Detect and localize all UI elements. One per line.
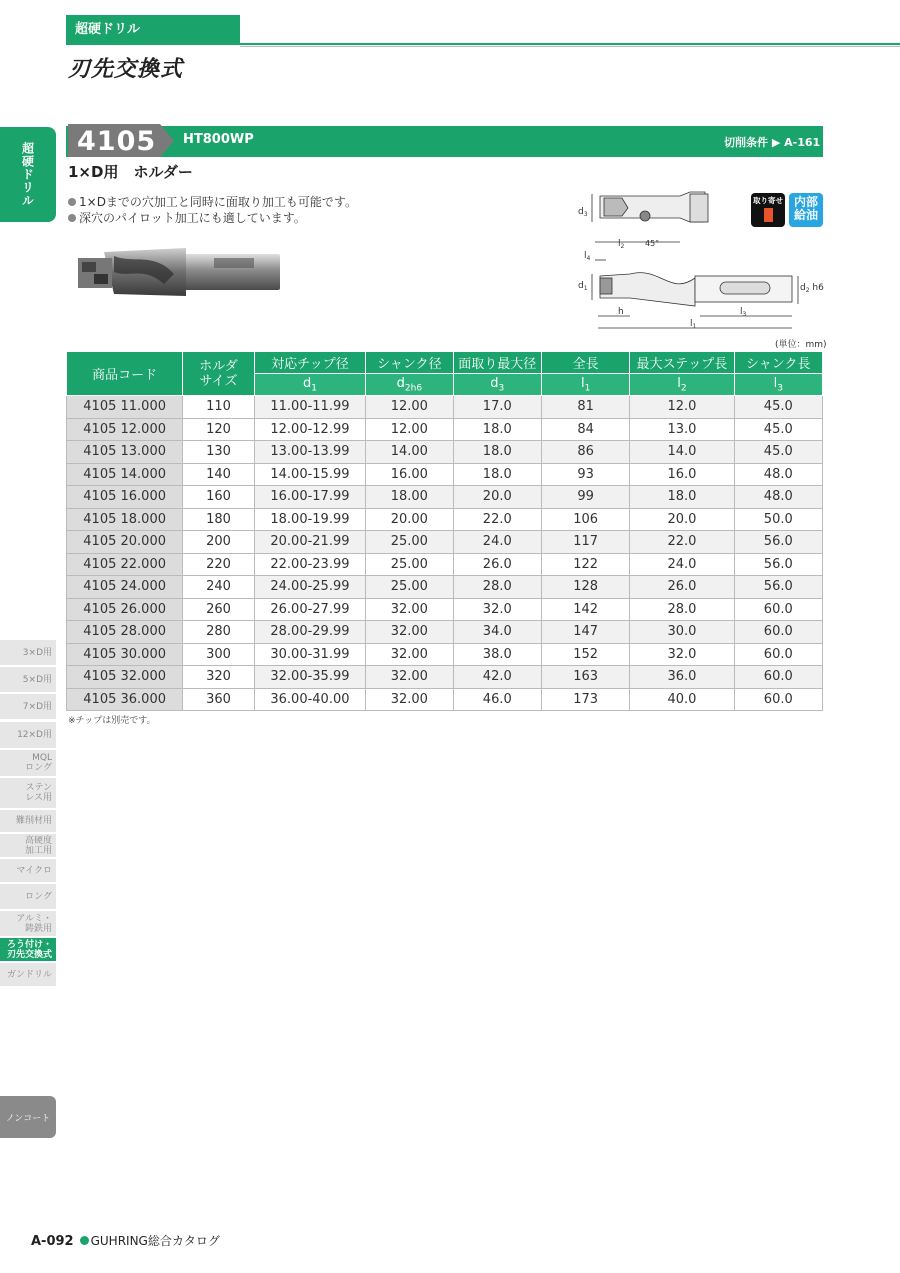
- table-cell: 99: [541, 486, 629, 509]
- cutting-conditions-link[interactable]: 切削条件 ▶ A-161: [724, 136, 821, 149]
- catalog-name: GUHRING総合カタログ: [90, 1234, 220, 1248]
- table-cell: 18.0: [453, 441, 541, 464]
- table-cell: 32.00: [366, 643, 453, 666]
- table-cell: 26.00-27.99: [254, 598, 365, 621]
- nav-item-label: 12×D用: [17, 730, 52, 740]
- col-header-shank-len: シャンク長: [734, 352, 822, 374]
- nav-item[interactable]: [0, 750, 56, 777]
- product-model: HT800WP: [183, 132, 254, 147]
- nav-item[interactable]: [0, 640, 56, 666]
- table-row: [67, 643, 823, 666]
- product-code-arrow: [160, 124, 174, 157]
- table-cell: 42.0: [453, 666, 541, 689]
- spec-table: [66, 351, 823, 711]
- table-cell: 20.00: [366, 508, 453, 531]
- table-row: [67, 463, 823, 486]
- product-code-cell: 4105 28.000: [67, 621, 183, 644]
- table-cell: 86: [541, 441, 629, 464]
- table-cell: 18.0: [630, 486, 734, 509]
- table-cell: 60.0: [734, 688, 822, 711]
- feature-item: [68, 193, 357, 210]
- table-cell: 24.0: [630, 553, 734, 576]
- dim-l2: $l_2$: [618, 239, 625, 250]
- table-cell: 56.0: [734, 531, 822, 554]
- page-title: 刃先交換式: [68, 57, 184, 82]
- table-cell: 36.00-40.00: [254, 688, 365, 711]
- table-cell: 60.0: [734, 666, 822, 689]
- dim-d2h6: $d_2$ h6: [800, 283, 824, 294]
- table-row: [67, 531, 823, 554]
- product-code-cell: 4105 30.000: [67, 643, 183, 666]
- nav-item-label: 高硬度 加工用: [24, 835, 52, 856]
- feature-text: 1×Dまでの穴加工と同時に面取り加工も可能です。: [79, 195, 357, 209]
- table-cell: 22.00-23.99: [254, 553, 365, 576]
- table-cell: 24.0: [453, 531, 541, 554]
- table-cell: 12.00-12.99: [254, 418, 365, 441]
- table-cell: 360: [183, 688, 255, 711]
- nav-item-label: ろう付け・ 刃先交換式: [6, 939, 52, 960]
- col-header-holder-size: [183, 352, 255, 396]
- table-cell: 60.0: [734, 643, 822, 666]
- nav-item[interactable]: [0, 722, 56, 749]
- table-cell: 26.0: [630, 576, 734, 599]
- page-number: A-092: [31, 1234, 74, 1249]
- nav-item-label: 難削材用: [15, 816, 52, 826]
- table-cell: 142: [541, 598, 629, 621]
- dim-d1: $d_1$: [578, 281, 588, 292]
- table-cell: 45.0: [734, 396, 822, 419]
- nav-item-label: 3×D用: [22, 647, 52, 658]
- dim-l1: $l_1$: [690, 319, 697, 330]
- table-cell: 122: [541, 553, 629, 576]
- product-code-cell: 4105 22.000: [67, 553, 183, 576]
- nav-item[interactable]: [0, 694, 56, 720]
- table-cell: 18.0: [453, 418, 541, 441]
- table-cell: 14.0: [630, 441, 734, 464]
- table-row: [67, 418, 823, 441]
- product-subtitle: 1×D用 ホルダー: [68, 163, 193, 181]
- product-code-cell: 4105 36.000: [67, 688, 183, 711]
- product-code-cell: 4105 11.000: [67, 396, 183, 419]
- table-cell: 300: [183, 643, 255, 666]
- table-row: [67, 441, 823, 464]
- table-cell: 32.00: [366, 666, 453, 689]
- nav-item[interactable]: [0, 778, 56, 809]
- nav-item[interactable]: [0, 911, 56, 937]
- table-cell: 12.0: [630, 396, 734, 419]
- bullet-icon: [68, 214, 76, 222]
- table-cell: 220: [183, 553, 255, 576]
- table-cell: 32.00-35.99: [254, 666, 365, 689]
- table-cell: 320: [183, 666, 255, 689]
- table-cell: 13.00-13.99: [254, 441, 365, 464]
- table-cell: 200: [183, 531, 255, 554]
- table-cell: 45.0: [734, 441, 822, 464]
- table-cell: 22.0: [453, 508, 541, 531]
- nav-item-label: マイクロ: [16, 865, 52, 876]
- col-subheader: $d_{2h6}$: [366, 374, 453, 396]
- header-rule: [66, 43, 900, 45]
- col-subheader: $l_2$: [630, 374, 734, 396]
- table-cell: 20.0: [453, 486, 541, 509]
- table-row: [67, 396, 823, 419]
- internal-coolant-badge: [789, 193, 823, 227]
- nav-item-label: ロング: [25, 891, 52, 902]
- col-header-chamfer: 面取り最大径: [453, 352, 541, 374]
- product-code-cell: 4105 14.000: [67, 463, 183, 486]
- nav-item-label: 5×D用: [22, 674, 52, 685]
- col-subheader: $d_1$: [254, 374, 365, 396]
- table-cell: 25.00: [366, 576, 453, 599]
- table-cell: 25.00: [366, 531, 453, 554]
- col-subheader: $l_3$: [734, 374, 822, 396]
- table-cell: 22.0: [630, 531, 734, 554]
- nav-item[interactable]: [0, 667, 56, 693]
- table-row: [67, 666, 823, 689]
- table-cell: 40.0: [630, 688, 734, 711]
- table-cell: 25.00: [366, 553, 453, 576]
- product-code: 4105: [68, 124, 160, 157]
- dim-l3: $l_3$: [740, 307, 747, 318]
- table-cell: 128: [541, 576, 629, 599]
- table-cell: 11.00-11.99: [254, 396, 365, 419]
- table-cell: 152: [541, 643, 629, 666]
- table-cell: 46.0: [453, 688, 541, 711]
- table-row: [67, 508, 823, 531]
- table-cell: 30.0: [630, 621, 734, 644]
- dim-d3: $d_3$: [578, 207, 588, 218]
- holder-size-line: ホルダ: [199, 358, 238, 374]
- table-cell: 163: [541, 666, 629, 689]
- table-row: [67, 576, 823, 599]
- header-rule-thin: [240, 46, 900, 47]
- table-cell: 48.0: [734, 463, 822, 486]
- nav-item[interactable]: [0, 859, 56, 883]
- table-cell: 32.00: [366, 598, 453, 621]
- nav-item-label: ステン レス用: [25, 783, 52, 803]
- table-cell: 260: [183, 598, 255, 621]
- table-cell: 18.00: [366, 486, 453, 509]
- col-header-shank-dia: シャンク径: [366, 352, 453, 374]
- nav-item-label: アルミ・ 鋳鉄用: [16, 913, 52, 934]
- product-code-cell: 4105 16.000: [67, 486, 183, 509]
- product-code-cell: 4105 26.000: [67, 598, 183, 621]
- table-cell: 60.0: [734, 621, 822, 644]
- product-code-cell: 4105 12.000: [67, 418, 183, 441]
- nav-item[interactable]: [0, 963, 56, 987]
- footer: [31, 1232, 220, 1249]
- table-cell: 81: [541, 396, 629, 419]
- nav-item[interactable]: [0, 884, 56, 910]
- table-cell: 30.00-31.99: [254, 643, 365, 666]
- table-cell: 16.0: [630, 463, 734, 486]
- col-header-code: 商品コード: [67, 352, 183, 396]
- table-cell: 13.0: [630, 418, 734, 441]
- table-cell: 18.0: [453, 463, 541, 486]
- table-cell: 14.00-15.99: [254, 463, 365, 486]
- table-cell: 56.0: [734, 576, 822, 599]
- table-cell: 14.00: [366, 441, 453, 464]
- table-cell: 160: [183, 486, 255, 509]
- col-subheader: $l_1$: [541, 374, 629, 396]
- table-row: [67, 553, 823, 576]
- product-code-cell: 4105 13.000: [67, 441, 183, 464]
- table-cell: 20.00-21.99: [254, 531, 365, 554]
- table-cell: 26.0: [453, 553, 541, 576]
- table-cell: 20.0: [630, 508, 734, 531]
- table-cell: 24.00-25.99: [254, 576, 365, 599]
- table-cell: 28.0: [630, 598, 734, 621]
- table-cell: 120: [183, 418, 255, 441]
- nav-item-label: MQL ロング: [25, 753, 52, 773]
- arrow-down-icon: [764, 208, 773, 222]
- table-cell: 93: [541, 463, 629, 486]
- bullet-icon: [80, 1236, 89, 1245]
- nav-item[interactable]: [0, 834, 56, 858]
- product-code-cell: 4105 24.000: [67, 576, 183, 599]
- unit-note: (単位：mm): [775, 340, 827, 350]
- table-cell: 38.0: [453, 643, 541, 666]
- table-cell: 48.0: [734, 486, 822, 509]
- nav-item[interactable]: [0, 938, 56, 962]
- table-note: ※チップは別売です。: [68, 716, 156, 726]
- table-cell: 45.0: [734, 418, 822, 441]
- table-cell: 110: [183, 396, 255, 419]
- dim-angle: 45°: [645, 239, 660, 248]
- col-header-step: 最大ステップ長: [630, 352, 734, 374]
- col-header-length: 全長: [541, 352, 629, 374]
- header-category-tab: 超硬ドリル: [66, 15, 240, 43]
- holder-size-line: サイズ: [199, 373, 238, 389]
- table-cell: 147: [541, 621, 629, 644]
- feature-item: [68, 209, 306, 226]
- table-cell: 32.0: [630, 643, 734, 666]
- table-cell: 140: [183, 463, 255, 486]
- table-cell: 12.00: [366, 396, 453, 419]
- badge-line: 給油: [793, 208, 818, 222]
- table-cell: 240: [183, 576, 255, 599]
- table-cell: 12.00: [366, 418, 453, 441]
- table-row: [67, 598, 823, 621]
- dim-h: h: [618, 307, 624, 317]
- table-cell: 32.0: [453, 598, 541, 621]
- feature-text: 深穴のパイロット加工にも適しています。: [79, 211, 306, 225]
- table-cell: 117: [541, 531, 629, 554]
- nav-item-label: 7×D用: [22, 701, 52, 712]
- table-cell: 17.0: [453, 396, 541, 419]
- nav-noncoat[interactable]: ノンコート: [0, 1096, 56, 1138]
- table-cell: 32.00: [366, 688, 453, 711]
- dim-l4: $l_4$: [584, 251, 591, 262]
- table-cell: 36.0: [630, 666, 734, 689]
- drill-holder-photo: [74, 244, 284, 304]
- table-cell: 106: [541, 508, 629, 531]
- table-cell: 60.0: [734, 598, 822, 621]
- product-code-cell: 4105 18.000: [67, 508, 183, 531]
- table-cell: 173: [541, 688, 629, 711]
- col-subheader: $d_3$: [453, 374, 541, 396]
- table-cell: 84: [541, 418, 629, 441]
- order-badge-label: 取り寄せ: [753, 196, 783, 205]
- table-cell: 16.00: [366, 463, 453, 486]
- table-row: [67, 688, 823, 711]
- table-row: [67, 621, 823, 644]
- table-cell: 18.00-19.99: [254, 508, 365, 531]
- nav-item[interactable]: [0, 810, 56, 833]
- table-cell: 50.0: [734, 508, 822, 531]
- order-badge: [751, 193, 785, 227]
- table-cell: 32.00: [366, 621, 453, 644]
- table-cell: 16.00-17.99: [254, 486, 365, 509]
- table-cell: 130: [183, 441, 255, 464]
- nav-item-label: ガンドリル: [6, 969, 52, 980]
- product-code-cell: 4105 32.000: [67, 666, 183, 689]
- col-header-tip-dia: 対応チップ径: [254, 352, 365, 374]
- product-code-cell: 4105 20.000: [67, 531, 183, 554]
- badge-line: 内部: [793, 195, 818, 209]
- table-row: [67, 486, 823, 509]
- table-cell: 34.0: [453, 621, 541, 644]
- table-cell: 56.0: [734, 553, 822, 576]
- table-cell: 28.0: [453, 576, 541, 599]
- table-cell: 180: [183, 508, 255, 531]
- table-cell: 280: [183, 621, 255, 644]
- product-bar: [66, 126, 823, 157]
- bullet-icon: [68, 198, 76, 206]
- table-cell: 28.00-29.99: [254, 621, 365, 644]
- side-category-tab[interactable]: 超硬ドリル: [0, 127, 56, 222]
